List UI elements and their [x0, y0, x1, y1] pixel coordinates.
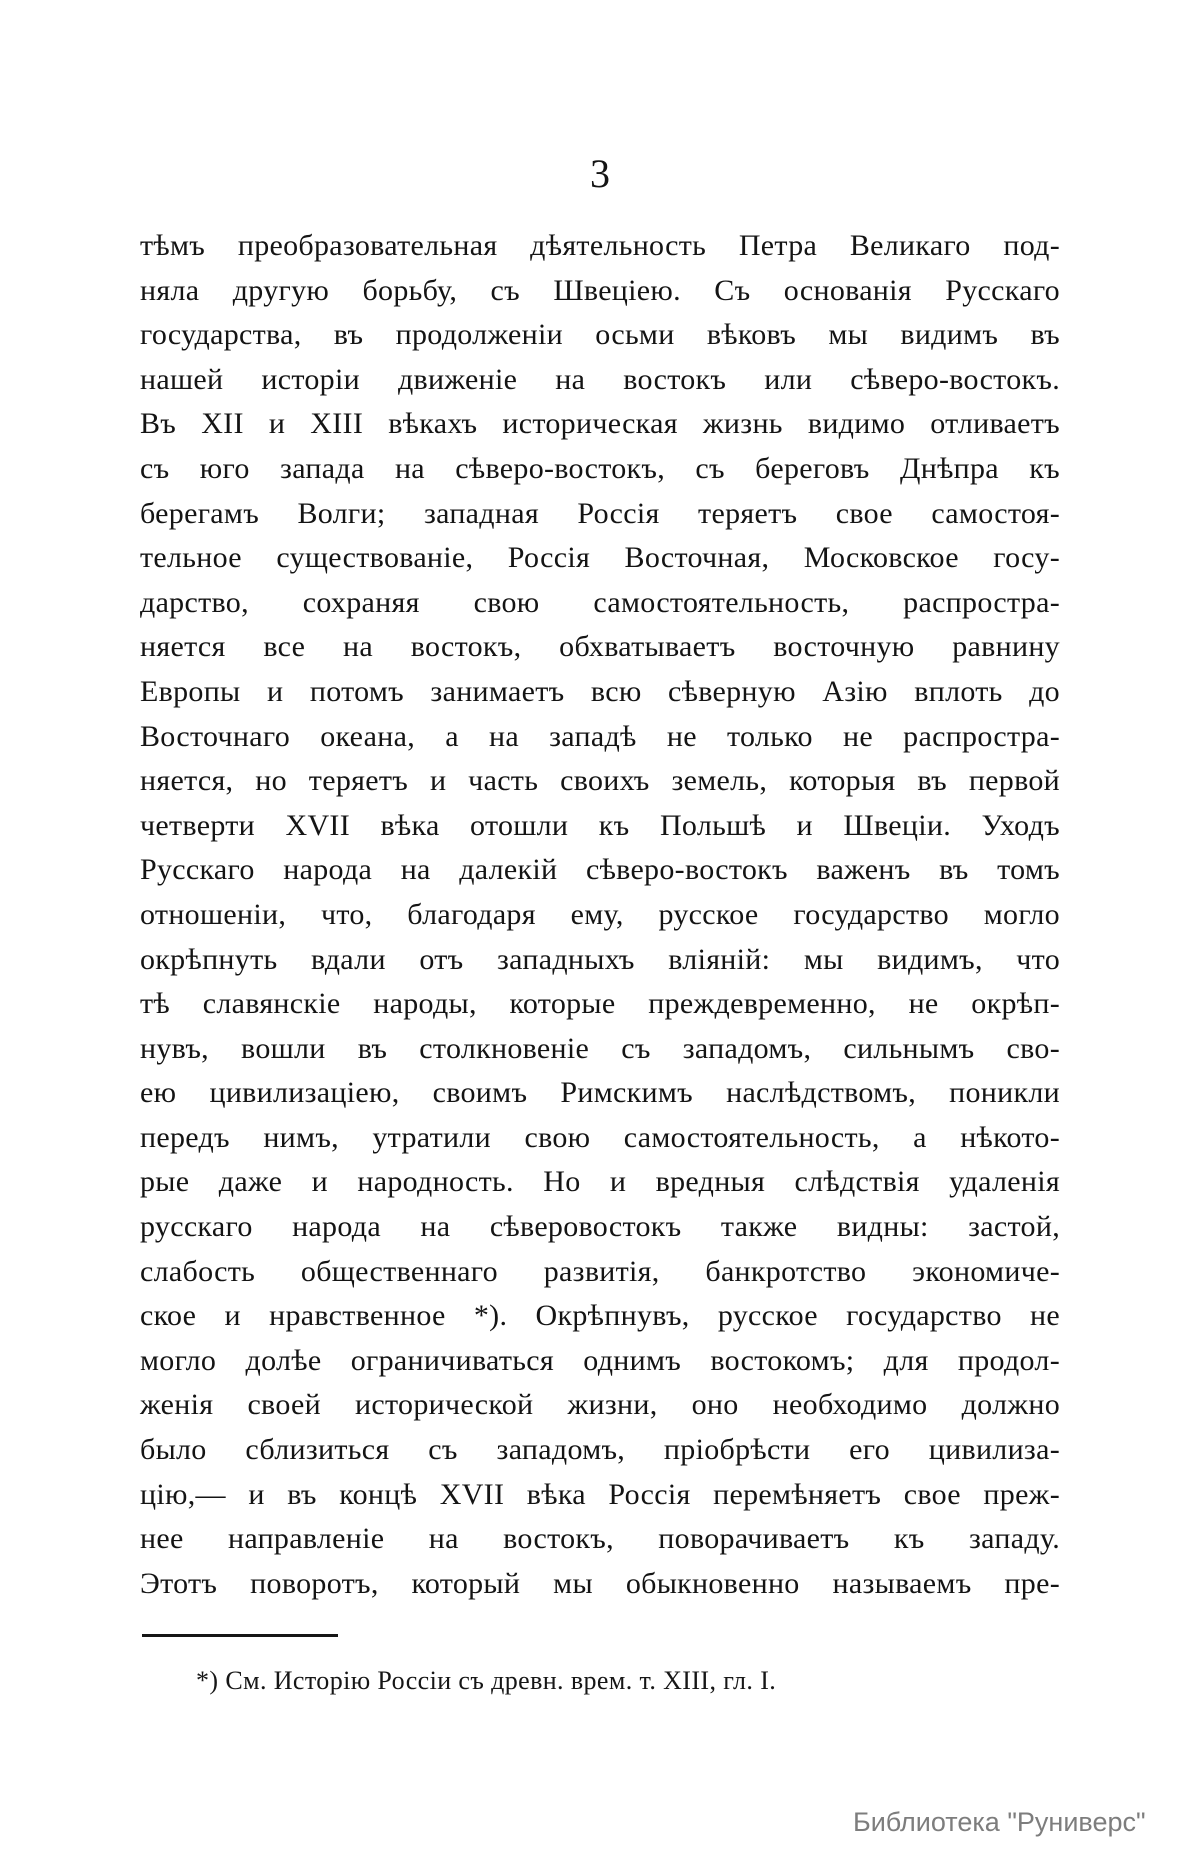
text-line: нее направленіе на востокъ, поворачиваетъ къ западу. [140, 1522, 1060, 1556]
text-line: Европы и потомъ занимаетъ всю сѣверную Азію вплоть до [140, 674, 1060, 708]
text-line: тѣмъ преобразовательная дѣятельность Петра Великаго под- [140, 229, 1060, 262]
text-line: няла другую борьбу, съ Швеціею. Съ основанія Русскаго [140, 273, 1060, 307]
text-line: Въ XII и XIII вѣкахъ историческая жизнь видимо отливаетъ [140, 407, 1060, 441]
text-line: тельное существованіе, Россія Восточная, Московское госу- [140, 541, 1060, 575]
text-line: государства, въ продолженіи осьми вѣковъ мы видимъ въ [140, 318, 1060, 352]
text-line: няется все на востокъ, обхватываетъ восточную равнину [140, 630, 1060, 664]
footnote-divider [142, 1634, 338, 1637]
text-line: тѣ славянскіе народы, которые преждевременно, не окрѣп- [140, 987, 1060, 1021]
text-line: могло долѣе ограничиваться однимъ востокомъ; для продол- [140, 1343, 1060, 1377]
text-line: дарство, сохраняя свою самостоятельность, распростра- [140, 585, 1060, 619]
footnote: *) См. Исторію Россіи съ древн. врем. т. XIII, гл. I. [196, 1666, 777, 1695]
text-line: Восточнаго океана, а на западѣ не только не распростра- [140, 719, 1060, 753]
text-line: Русскаго народа на далекій сѣверо-востокъ важенъ въ томъ [140, 853, 1060, 887]
text-line: цію,— и въ концѣ XVII вѣка Россія перемѣняетъ свое преж- [140, 1477, 1060, 1511]
text-line: рые даже и народность. Но и вредныя слѣдствія удаленія [140, 1165, 1060, 1199]
library-watermark: Библиотека "Руниверс" [853, 1807, 1146, 1837]
text-line: няется, но теряетъ и часть своихъ земель, которыя въ первой [140, 764, 1060, 798]
text-line: отношеніи, что, благодаря ему, русское государство могло [140, 897, 1060, 931]
text-line: нашей исторіи движеніе на востокъ или сѣверо-востокъ. [140, 362, 1060, 396]
text-line: слабость общественнаго развитія, банкротство экономиче- [140, 1254, 1060, 1288]
text-line: съ юго запада на сѣверо-востокъ, съ береговъ Днѣпра къ [140, 451, 1060, 485]
body-text [140, 224, 1060, 1606]
text-line: берегамъ Волги; западная Россія теряетъ свое самостоя- [140, 496, 1060, 530]
text-line: передъ нимъ, утратили свою самостоятельность, а нѣкото- [140, 1120, 1060, 1154]
text-line: женія своей исторической жизни, оно необходимо должно [140, 1388, 1060, 1422]
text-line: Этотъ поворотъ, который мы обыкновенно называемъ пре- [140, 1566, 1060, 1600]
text-line: четверти XVII вѣка отошли къ Польшѣ и Швеціи. Уходъ [140, 808, 1060, 842]
page-number: 3 [590, 151, 610, 196]
text-line: ею цивилизаціею, своимъ Римскимъ наслѣдствомъ, поникли [140, 1076, 1060, 1110]
text-line: ское и нравственное *). Окрѣпнувъ, русское государство не [140, 1299, 1060, 1333]
text-line: нувъ, вошли въ столкновеніе съ западомъ, сильнымъ сво- [140, 1031, 1060, 1065]
text-line: было сблизиться съ западомъ, пріобрѣсти его цивилиза- [140, 1433, 1060, 1467]
text-line: окрѣпнуть вдали отъ западныхъ вліяній: мы видимъ, что [140, 942, 1060, 976]
text-line: русскаго народа на сѣверовостокъ также видны: застой, [140, 1210, 1060, 1244]
